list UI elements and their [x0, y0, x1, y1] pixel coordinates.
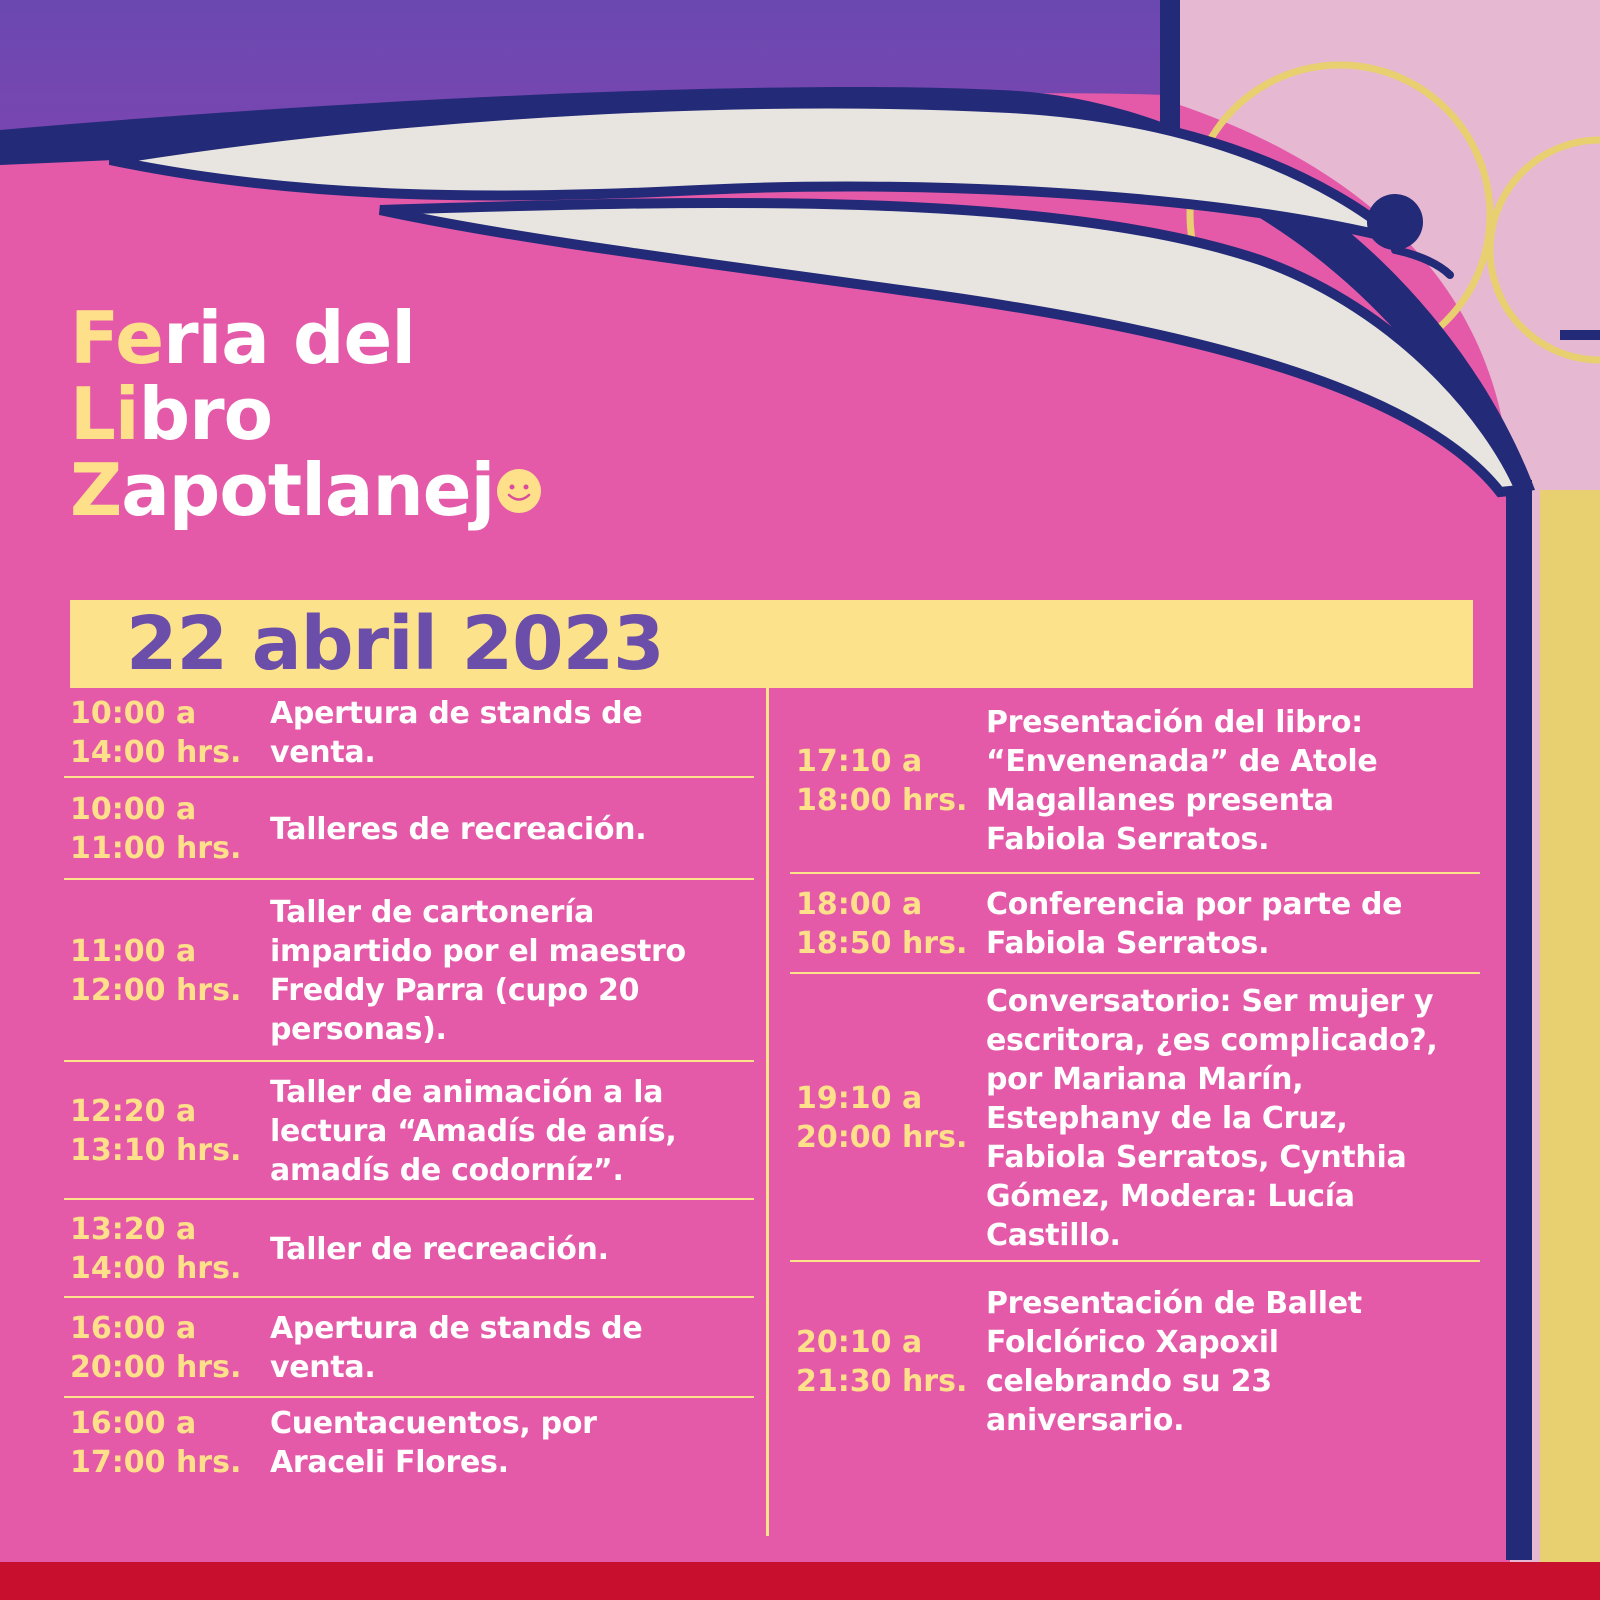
title-line-1: Feria del — [70, 296, 415, 380]
event-time — [64, 1092, 270, 1170]
event-description-line: Talleres de recreación. — [270, 811, 647, 847]
event-description-line: “Envenenada” de Atole — [986, 744, 1378, 779]
yellow-strip — [1540, 490, 1600, 1600]
event-end-time: 21:30 hrs. — [796, 1364, 968, 1399]
event-description — [986, 885, 1480, 963]
event-time — [790, 1323, 986, 1401]
event-description-line: Folclórico Xapoxil — [986, 1325, 1279, 1360]
schedule-row — [790, 874, 1480, 974]
event-description — [270, 1404, 754, 1482]
event-description-line: Fabiola Serratos, Cynthia — [986, 1139, 1407, 1175]
event-end-time: 20:00 hrs. — [70, 1350, 242, 1385]
event-start-time: 12:20 a — [70, 1094, 197, 1129]
event-time — [790, 1079, 986, 1157]
event-description-line: escritora, ¿es complicado?, — [986, 1022, 1438, 1058]
schedule-row — [64, 1062, 754, 1200]
event-date: 22 abril 2023 — [126, 601, 664, 687]
event-description-line: celebrando su 23 — [986, 1364, 1272, 1399]
event-description-line: Presentación de Ballet — [986, 1286, 1362, 1321]
event-description-line: lectura “Amadís de anís, — [270, 1113, 677, 1149]
event-description — [986, 1284, 1480, 1440]
event-start-time: 10:00 a — [70, 792, 197, 827]
event-end-time: 11:00 hrs. — [70, 831, 242, 866]
event-description-line: amadís de codorníz”. — [270, 1152, 624, 1188]
event-start-time: 16:00 a — [70, 1406, 197, 1441]
schedule-row — [790, 974, 1480, 1262]
event-description-line: Estephany de la Cruz, — [986, 1100, 1348, 1136]
smiley-icon — [496, 468, 542, 514]
event-description-line: Araceli Flores. — [270, 1445, 509, 1480]
schedule-row — [64, 1200, 754, 1298]
event-time — [64, 694, 270, 772]
schedule-left-column — [64, 688, 754, 1488]
event-start-time: 18:00 a — [796, 887, 923, 922]
event-description-line: Apertura de stands de — [270, 1311, 643, 1346]
event-end-time: 14:00 hrs. — [70, 1251, 242, 1286]
event-start-time: 13:20 a — [70, 1212, 197, 1247]
event-start-time: 11:00 a — [70, 934, 197, 969]
event-description-line: Presentación del libro: — [986, 705, 1363, 740]
event-description-line: Fabiola Serratos. — [986, 926, 1270, 961]
event-description-line: aniversario. — [986, 1403, 1185, 1438]
event-description — [270, 893, 754, 1049]
event-description — [270, 1073, 754, 1190]
event-description — [986, 982, 1480, 1255]
event-time — [790, 742, 986, 820]
red-band — [0, 1562, 1600, 1600]
event-description-line: Gómez, Modera: Lucía — [986, 1178, 1355, 1214]
event-time — [790, 885, 986, 963]
event-description-line: personas). — [270, 1012, 447, 1047]
event-description-line: venta. — [270, 735, 376, 770]
event-end-time: 18:50 hrs. — [796, 926, 968, 961]
event-time — [64, 932, 270, 1010]
event-end-time: 12:00 hrs. — [70, 973, 242, 1008]
event-end-time: 18:00 hrs. — [796, 783, 968, 818]
event-description-line: impartido por el maestro — [270, 934, 686, 969]
schedule-row — [64, 880, 754, 1062]
event-description-line: por Mariana Marín, — [986, 1061, 1304, 1097]
book-spine — [1506, 480, 1532, 1560]
event-description — [270, 694, 754, 772]
event-time — [64, 1210, 270, 1288]
event-start-time: 20:10 a — [796, 1325, 923, 1360]
schedule-row — [64, 778, 754, 880]
event-description-line: Freddy Parra (cupo 20 — [270, 973, 640, 1008]
event-end-time: 14:00 hrs. — [70, 735, 242, 770]
event-description — [270, 1309, 754, 1387]
event-end-time: 20:00 hrs. — [796, 1120, 968, 1155]
event-description — [986, 703, 1480, 859]
event-description-line: Taller de recreación. — [270, 1231, 609, 1267]
event-description-line: Magallanes presenta — [986, 783, 1334, 818]
schedule-row — [790, 1262, 1480, 1462]
event-start-time: 19:10 a — [796, 1081, 923, 1116]
event-description-line: Cuentacuentos, por — [270, 1406, 597, 1441]
event-time — [64, 1309, 270, 1387]
schedule-row — [790, 688, 1480, 874]
event-description-line: Conferencia por parte de — [986, 887, 1403, 922]
schedule-row — [64, 1298, 754, 1398]
event-start-time: 17:10 a — [796, 744, 923, 779]
event-description-line: Taller de cartonería — [270, 895, 595, 930]
event-description-line: venta. — [270, 1350, 376, 1385]
column-divider — [766, 688, 769, 1536]
event-description-line: Taller de animación a la — [270, 1074, 664, 1110]
schedule-row — [64, 1398, 754, 1488]
event-description-line: Fabiola Serratos. — [986, 822, 1270, 857]
date-band — [70, 600, 1473, 688]
event-description-line: Apertura de stands de — [270, 696, 643, 731]
event-start-time: 10:00 a — [70, 696, 197, 731]
event-start-time: 16:00 a — [70, 1311, 197, 1346]
event-description — [270, 810, 754, 849]
event-end-time: 13:10 hrs. — [70, 1133, 242, 1168]
event-time — [64, 1404, 270, 1482]
event-end-time: 17:00 hrs. — [70, 1445, 242, 1480]
event-description-line: Conversatorio: Ser mujer y — [986, 983, 1434, 1019]
event-description-line: Castillo. — [986, 1217, 1121, 1253]
title-line-3: Zapotlanej — [70, 452, 542, 528]
navy-dot — [1367, 194, 1423, 250]
event-title — [70, 296, 542, 532]
schedule-right-column — [790, 688, 1480, 1462]
title-line-2: Libro — [70, 372, 273, 456]
event-time — [64, 790, 270, 868]
schedule-row — [64, 688, 754, 778]
event-description — [270, 1230, 754, 1269]
